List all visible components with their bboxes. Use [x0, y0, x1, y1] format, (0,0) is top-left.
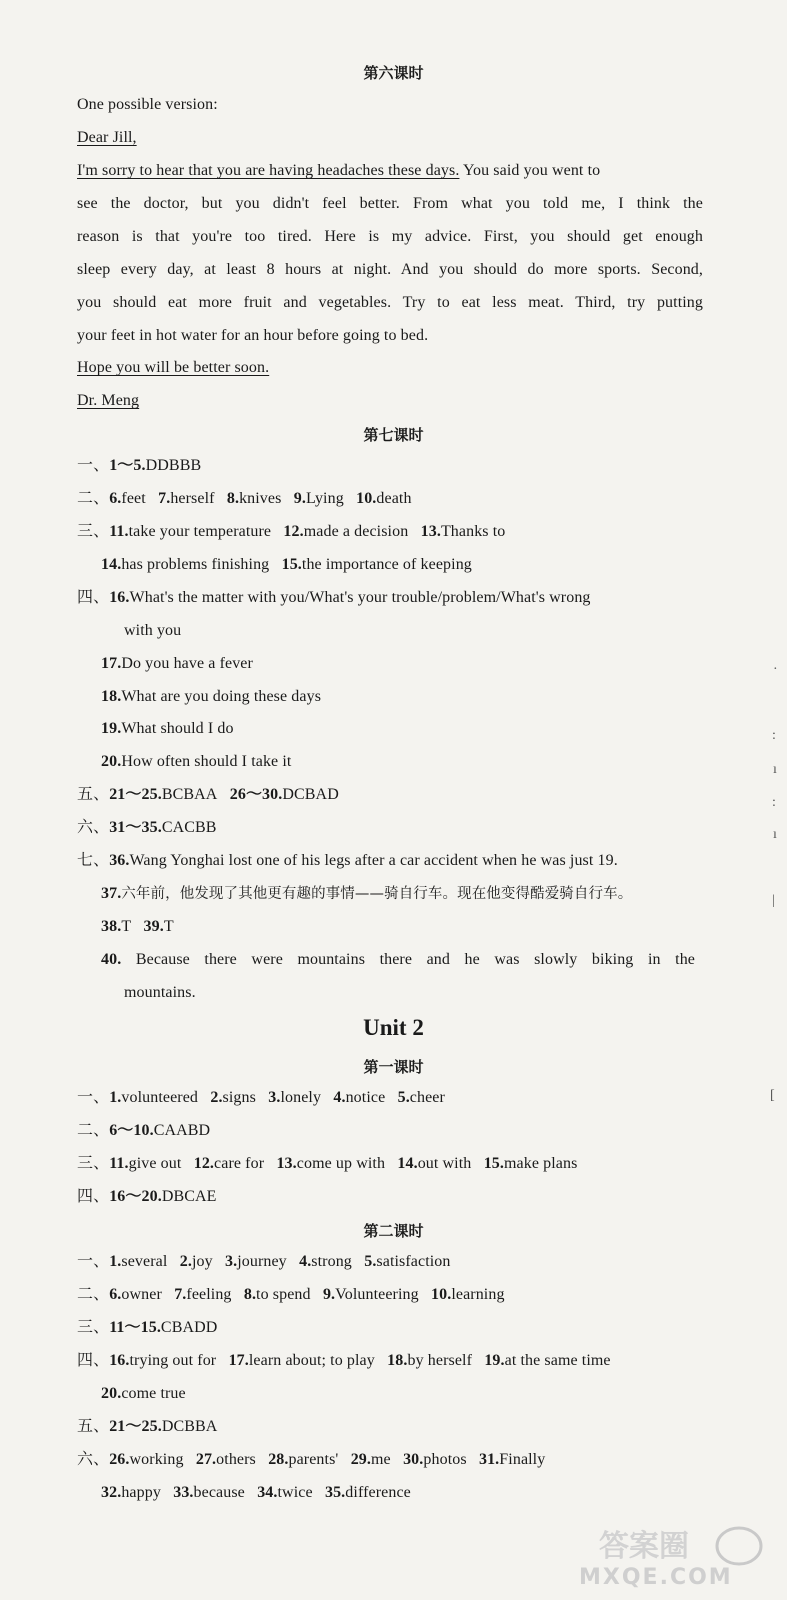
l7-q36: 七、36.Wang Yonghai lost one of his legs after a car accident when he was just 19.: [77, 852, 618, 869]
unit2-title: Unit 2: [363, 1015, 424, 1040]
l7-q20: 20.How often should I take it: [101, 753, 292, 770]
u2-lesson2-heading: 第二课时: [363, 1222, 424, 1240]
u2l1-section-1: 一、1.volunteered 2.signs 3.lonely 4.notice 5.cheer: [77, 1089, 445, 1106]
u2l2-section-5: 五、21～25.DCBBA: [77, 1418, 218, 1435]
l7-q16-line-1: 四、16.What's the matter with you/What's your trouble/problem/What's wrong: [77, 589, 591, 606]
scan-mark: [: [770, 1088, 775, 1103]
u2l2-section-2: 二、6.owner 7.feeling 8.to spend 9.Volunteering 10.learning: [77, 1286, 505, 1303]
letter-line-5: you should eat more fruit and vegetables. Try to eat less meat. Third, try putting: [77, 294, 703, 311]
site-watermark-logo: [559, 1524, 769, 1588]
letter-line-6: your feet in hot water for an hour before going to bed.: [77, 327, 429, 344]
intro-line: One possible version:: [77, 96, 218, 113]
u2l2-section-3: 三、11～15.CBADD: [77, 1319, 218, 1336]
u2l2-section-4-line-1: 四、16.trying out for 17.learn about; to play 18.by herself 19.at the same time: [77, 1352, 611, 1369]
scan-mark: :: [772, 795, 776, 810]
l7-section-6: 六、31～35.CACBB: [77, 819, 217, 836]
l7-q16-line-2: with you: [124, 622, 182, 639]
l7-q40-line-1: 40. Because there were mountains there and he was slowly biking in the: [101, 951, 695, 968]
letter-line-2: see the doctor, but you didn't feel better. From what you told me, I think the: [77, 195, 703, 212]
letter-line-3: reason is that you're too tired. Here is my advice. First, you should get enough: [77, 228, 703, 245]
watermark-graphic: [559, 1524, 769, 1588]
l7-section-3-line-2: 14.has problems finishing 15.the importance of keeping: [101, 556, 472, 573]
l7-q19: 19.What should I do: [101, 720, 234, 737]
u2l1-section-4: 四、16～20.DBCAE: [77, 1188, 217, 1205]
l7-section-3-line-1: 三、11.take your temperature 12.made a decision 13.Thanks to: [77, 523, 506, 540]
u2l2-section-1: 一、1.several 2.joy 3.journey 4.strong 5.satisfaction: [77, 1253, 451, 1270]
u2-lesson1-heading: 第一课时: [363, 1058, 424, 1076]
letter-greeting: Dear Jill,: [77, 129, 137, 146]
l7-q18: 18.What are you doing these days: [101, 688, 322, 705]
lesson6-heading: 第六课时: [363, 64, 424, 82]
l7-q37: 37.六年前，他发现了其他更有趣的事情——骑自行车。现在他变得酷爱骑自行车。: [101, 885, 633, 902]
l7-section-5: 五、21～25.BCBAA 26～30.DCBAD: [77, 786, 339, 803]
l7-q17: 17.Do you have a fever: [101, 655, 253, 672]
letter-closing: Hope you will be better soon.: [77, 359, 270, 376]
l7-q38-39: 38.T 39.T: [101, 918, 174, 935]
u2l1-section-2: 二、6～10.CAABD: [77, 1122, 211, 1139]
l7-section-2: 二、6.feet 7.herself 8.knives 9.Lying 10.death: [77, 490, 412, 507]
scan-mark: ·: [773, 662, 778, 677]
u2l1-section-3: 三、11.give out 12.care for 13.come up with 14.out with 15.make plans: [77, 1155, 578, 1172]
letter-line-4: sleep every day, at least 8 hours at night. And you should do more sports. Second,: [77, 261, 703, 278]
lesson7-heading: 第七课时: [363, 426, 424, 444]
u2l2-section-6-line-1: 六、26.working 27.others 28.parents' 29.me 30.photos 31.Finally: [77, 1451, 546, 1468]
l7-section-1: 一、1～5.DDBBB: [77, 457, 202, 474]
letter-signature: Dr. Meng: [77, 392, 140, 409]
scan-mark: |: [772, 893, 775, 908]
scan-mark: :: [772, 728, 776, 743]
scan-mark: ı: [773, 762, 777, 777]
letter-line-1: I'm sorry to hear that you are having headaches these days. You said you went to: [77, 162, 601, 179]
watermark-text-top: 答案圈: [599, 1529, 689, 1564]
watermark-text-bottom: MXQE.COM: [579, 1565, 733, 1588]
u2l2-section-6-line-2: 32.happy 33.because 34.twice 35.difference: [101, 1484, 411, 1501]
scan-mark: ı: [773, 827, 777, 842]
l7-q40-line-2: mountains.: [124, 984, 196, 1001]
u2l2-q20: 20.come true: [101, 1385, 186, 1402]
